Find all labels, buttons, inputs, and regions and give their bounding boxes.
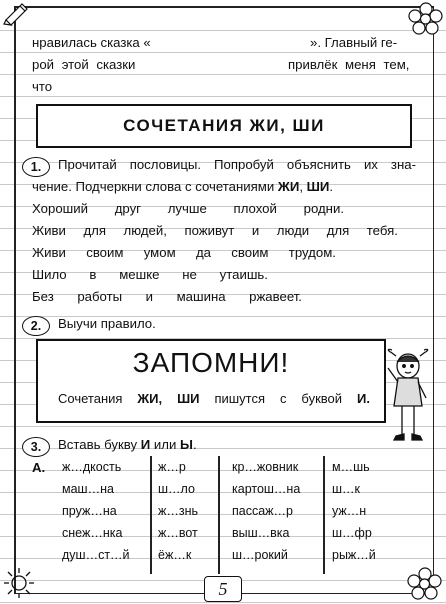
frame-top xyxy=(14,6,434,8)
task3-text-part: Вставь букву xyxy=(58,437,141,452)
rule-box xyxy=(36,339,386,423)
word: трудом. xyxy=(288,245,336,260)
word: пословицы. xyxy=(129,157,202,172)
blank-word: ж…р xyxy=(158,460,186,474)
word: объяснить xyxy=(286,157,351,172)
punctuation: . xyxy=(329,179,334,194)
word-row xyxy=(32,482,392,502)
word: машина xyxy=(176,289,226,304)
blank-word: м…шь xyxy=(332,460,370,474)
pencil-icon xyxy=(2,0,32,26)
word: и xyxy=(145,289,154,304)
intro-text: что xyxy=(32,79,53,94)
blank-word: пруж…на xyxy=(62,504,117,518)
intro-line-1 xyxy=(32,35,416,50)
blank-word: снеж…нка xyxy=(62,526,123,540)
page-number: 5 xyxy=(204,576,242,602)
task-number: 2. xyxy=(22,316,50,336)
flower-icon xyxy=(406,566,444,602)
proverb-line xyxy=(32,289,302,304)
word: пишутся xyxy=(214,391,266,406)
word: для xyxy=(326,223,350,238)
letter-i: И xyxy=(140,437,151,452)
word: зна- xyxy=(390,157,416,172)
word: с xyxy=(279,391,287,406)
word: люди xyxy=(276,223,310,238)
word: тебя. xyxy=(366,223,398,238)
task1-line-1 xyxy=(58,157,416,172)
intro-text: рой этой сказки xyxy=(32,57,136,72)
blank-word: маш…на xyxy=(62,482,114,496)
word-row xyxy=(32,504,392,524)
blank-word: ш…рокий xyxy=(232,548,288,562)
blank-word: ж…вот xyxy=(158,526,198,540)
task2-text: Выучи правило. xyxy=(58,316,156,331)
word: утаишь. xyxy=(219,267,268,282)
word: ШИ xyxy=(177,391,200,406)
blank-word: ёж…к xyxy=(158,548,192,562)
word: своим xyxy=(231,245,269,260)
blank-word: ш…к xyxy=(332,482,360,496)
blank-word: пассаж…р xyxy=(232,504,293,518)
word: в xyxy=(89,267,97,282)
word: мешке xyxy=(119,267,160,282)
frame-right xyxy=(433,6,435,594)
flower-icon xyxy=(408,2,444,36)
word: Попробуй xyxy=(214,157,274,172)
word: поживут xyxy=(184,223,235,238)
word: ЖИ, xyxy=(137,391,163,406)
punctuation: , xyxy=(299,179,307,194)
word-row xyxy=(32,548,392,568)
blank-word: ш…фр xyxy=(332,526,372,540)
blank-word: ш…ло xyxy=(158,482,195,496)
letter-y: Ы xyxy=(180,437,193,452)
blank-word: кр…жовник xyxy=(232,460,299,474)
intro-line-3 xyxy=(32,79,416,94)
punctuation: . xyxy=(192,437,197,452)
task3-text-part: или xyxy=(150,437,181,452)
word-row xyxy=(32,460,392,480)
word: И. xyxy=(356,391,370,406)
word: друг xyxy=(114,201,141,216)
task-number: 3. xyxy=(22,437,50,457)
proverb-line xyxy=(32,267,268,282)
word: Шило xyxy=(32,267,67,282)
word: Хороший xyxy=(32,201,88,216)
section-banner: СОЧЕТАНИЯ ЖИ, ШИ xyxy=(36,104,412,148)
syllable-shi: ШИ xyxy=(306,179,330,194)
word: Прочитай xyxy=(58,157,117,172)
task3-text xyxy=(58,437,416,452)
word: Живи xyxy=(32,223,66,238)
task1-text: чение. Подчеркни слова с сочетаниями xyxy=(32,179,278,194)
word: не xyxy=(182,267,197,282)
word: их xyxy=(363,157,378,172)
rule-title: ЗАПОМНИ! xyxy=(132,347,290,378)
intro-line-2 xyxy=(32,57,416,72)
blank-word: ж…знь xyxy=(158,504,199,518)
blank-word: выш…вка xyxy=(232,526,290,540)
proverb-line xyxy=(32,245,336,260)
word: работы xyxy=(77,289,123,304)
word: лучше xyxy=(167,201,207,216)
word: Живи xyxy=(32,245,66,260)
word: умом xyxy=(143,245,176,260)
frame-left xyxy=(14,6,16,594)
blank-word: картош…на xyxy=(232,482,301,496)
word: да xyxy=(195,245,211,260)
blank-word: душ…ст…й xyxy=(62,548,130,562)
girl-illustration xyxy=(384,348,432,448)
blank-word: уж…н xyxy=(332,504,367,518)
blank-word: ж…дкость xyxy=(62,460,122,474)
sun-icon xyxy=(2,566,36,600)
task-number: 1. xyxy=(22,157,50,177)
word: буквой xyxy=(301,391,343,406)
word: Сочетания xyxy=(58,391,123,406)
word: ржавеет. xyxy=(249,289,302,304)
word: людей, xyxy=(123,223,167,238)
blank-word: рыж…й xyxy=(332,548,376,562)
syllable-zhi: ЖИ xyxy=(277,179,300,194)
word: для xyxy=(83,223,106,238)
intro-text: привлёк меня тем, xyxy=(288,57,410,72)
proverb-line xyxy=(32,201,344,216)
intro-text: нравилась сказка « xyxy=(32,35,151,50)
exercise-label: А. xyxy=(32,460,46,475)
word: родни. xyxy=(303,201,344,216)
proverb-line xyxy=(32,223,398,238)
word: Без xyxy=(32,289,54,304)
word: своим xyxy=(86,245,124,260)
task1-line-2 xyxy=(32,179,416,194)
word: плохой xyxy=(233,201,277,216)
intro-text: ». Главный ге- xyxy=(310,35,398,50)
word: и xyxy=(251,223,260,238)
word-row xyxy=(32,526,392,546)
rule-text xyxy=(58,391,370,406)
